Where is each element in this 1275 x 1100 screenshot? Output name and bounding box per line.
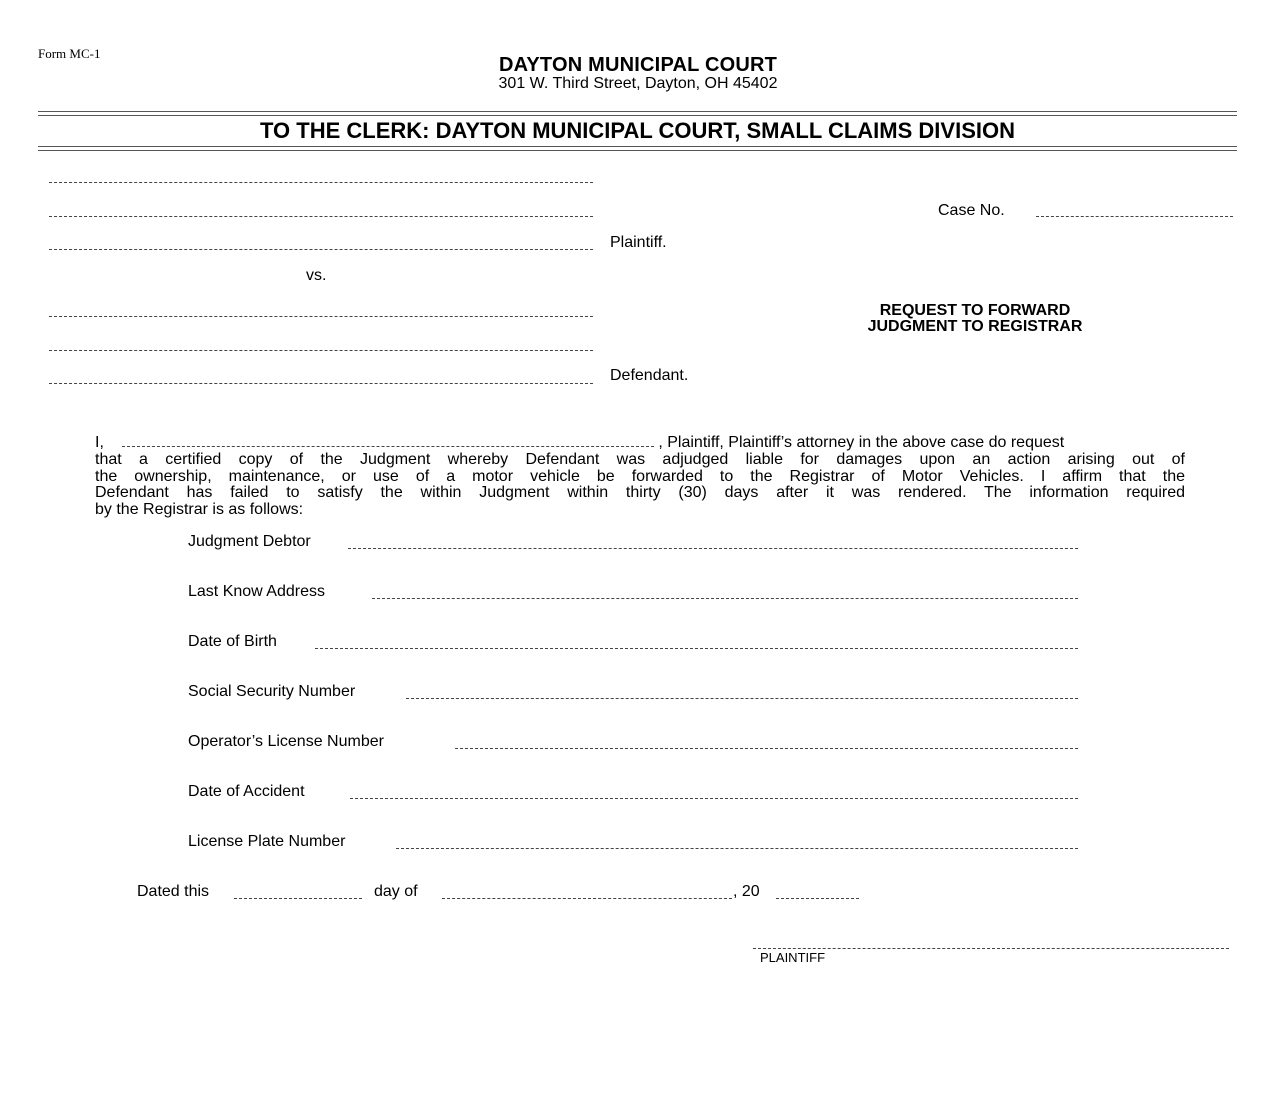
field-label-date-of-birth: Date of Birth [188,633,277,650]
dated-day-of: day of [374,883,418,900]
bottom-rule-1 [38,146,1237,147]
field-date-of-birth[interactable] [315,648,1078,649]
plaintiff-signature-line[interactable] [753,948,1229,949]
dated-year-field[interactable] [776,898,859,899]
court-name: DAYTON MUNICIPAL COURT [498,54,778,76]
case-no-label: Case No. [938,202,1005,219]
plaintiff-signature-label: PLAINTIFF [760,950,826,965]
document-title-line-1: REQUEST TO FORWARD [879,302,1071,319]
defendant-line-1[interactable] [49,316,593,317]
defendant-label: Defendant. [610,367,689,384]
paragraph-line-3: the ownership, maintenance, or use of a motor vehicle be forwarded to the Registrar of Motor Vehicles. I affirm that the [95,467,1185,485]
field-last-known-address[interactable] [372,598,1078,599]
field-operators-license[interactable] [455,748,1078,749]
paragraph-line-4: Defendant has failed to satisfy the within Judgment within thirty (30) days after it was rendered. The information required [95,484,1185,502]
paragraph-line-2: that a certified copy of the Judgment whereby Defendant was adjudged liable for damages upon an action arising out of [95,450,1185,468]
dated-month-field[interactable] [442,898,732,899]
plaintiff-line-1[interactable] [49,182,593,183]
versus-label: vs. [306,267,327,284]
paragraph-line-5: by the Registrar is as follows: [95,501,304,519]
top-rule-1 [38,111,1237,112]
requester-name-field[interactable] [122,434,654,447]
dated-year-prefix: , 20 [733,883,760,900]
request-paragraph [95,434,1185,519]
case-no-field[interactable] [1036,216,1233,217]
clerk-title: TO THE CLERK: DAYTON MUNICIPAL COURT, SMALL CLAIMS DIVISION [260,118,1015,143]
field-license-plate[interactable] [396,848,1078,849]
field-label-ssn: Social Security Number [188,683,356,700]
form-id: Form MC-1 [38,46,101,61]
field-judgment-debtor[interactable] [348,548,1078,549]
field-label-date-of-accident: Date of Accident [188,783,305,800]
plaintiff-line-2[interactable] [49,216,593,217]
paragraph-line-1 [95,434,1185,452]
plaintiff-line-3[interactable] [49,249,593,250]
field-label-operators-license: Operator’s License Number [188,733,384,750]
defendant-line-2[interactable] [49,350,593,351]
field-label-judgment-debtor: Judgment Debtor [188,533,311,550]
defendant-line-3[interactable] [49,383,593,384]
dated-prefix: Dated this [137,883,210,900]
plaintiff-label: Plaintiff. [610,234,667,251]
field-date-of-accident[interactable] [350,798,1078,799]
top-rule-2 [38,115,1237,116]
document-title-line-2: JUDGMENT TO REGISTRAR [867,318,1083,335]
field-label-last-known-address: Last Know Address [188,583,325,600]
field-label-license-plate: License Plate Number [188,833,346,850]
line1-suffix: , Plaintiff, Plaintiff’s attorney in the above case do request [658,434,1065,451]
intro-prefix: I, [95,434,104,451]
dated-day-field[interactable] [234,898,362,899]
bottom-rule-2 [38,150,1237,151]
court-address: 301 W. Third Street, Dayton, OH 45402 [498,75,778,92]
field-ssn[interactable] [406,698,1078,699]
